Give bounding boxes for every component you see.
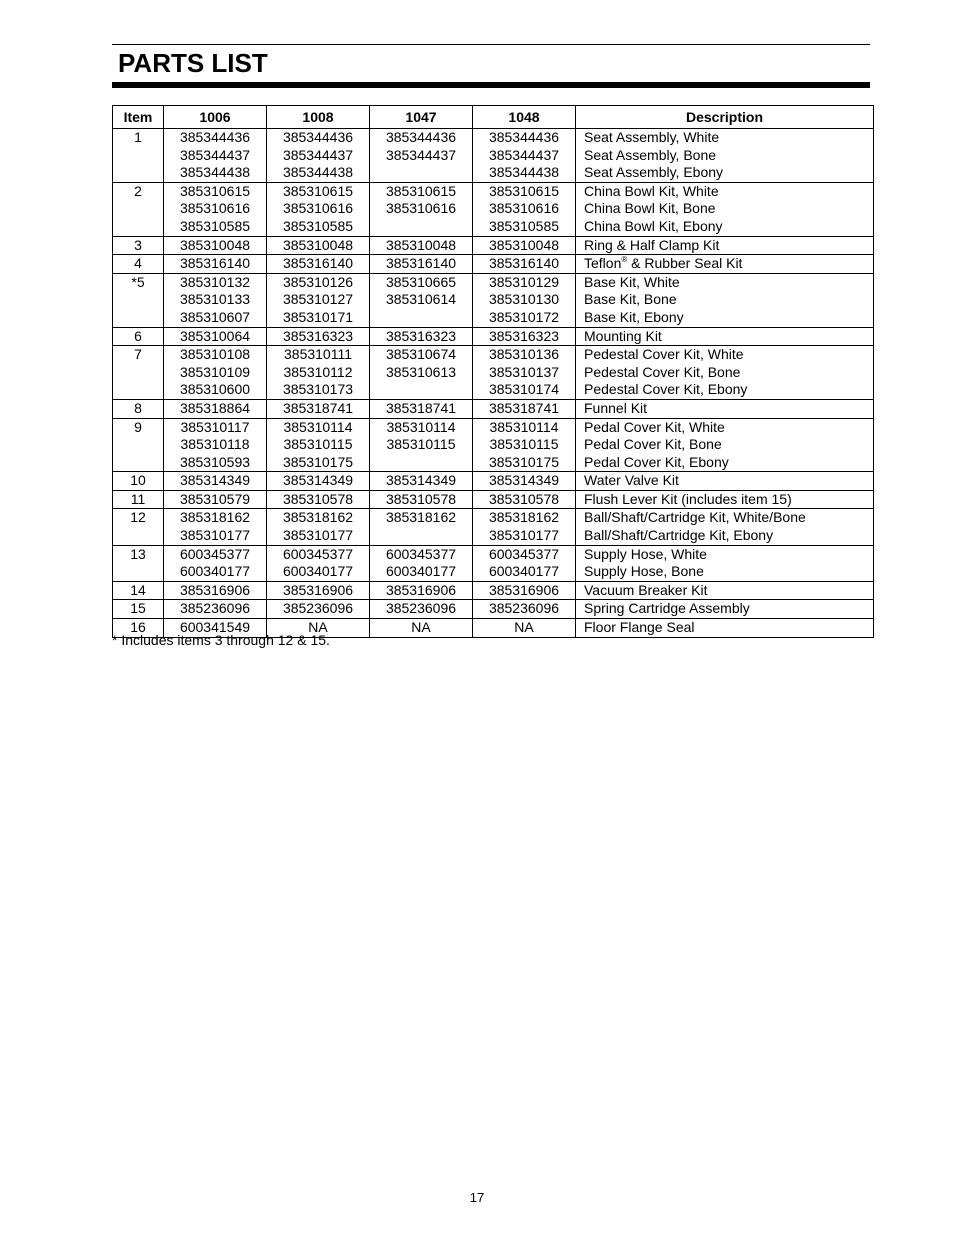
item-number: 4 bbox=[134, 255, 142, 272]
description-text: Base Kit, Ebony bbox=[584, 308, 684, 325]
part-number: 600340177 bbox=[282, 563, 354, 580]
description-text: Flush Lever Kit (includes item 15) bbox=[584, 490, 792, 507]
part-number-cell-1008 bbox=[267, 182, 370, 236]
part-number: 385310177 bbox=[488, 527, 560, 544]
description-text: Supply Hose, White bbox=[584, 545, 707, 562]
part-number bbox=[370, 164, 472, 182]
item-number-cell bbox=[113, 399, 164, 418]
part-number: 385310600 bbox=[179, 381, 251, 398]
table-row bbox=[113, 399, 874, 418]
description-text: Pedestal Cover Kit, Ebony bbox=[584, 381, 748, 398]
description-text: Floor Flange Seal bbox=[584, 619, 695, 636]
item-number: 12 bbox=[130, 509, 146, 526]
description-text: Water Valve Kit bbox=[584, 472, 679, 489]
part-number: 385318864 bbox=[179, 399, 251, 416]
part-number: 385316323 bbox=[385, 327, 457, 344]
part-number-cell-1008 bbox=[267, 418, 370, 472]
part-number-cell-1048 bbox=[473, 418, 576, 472]
part-number: 385310137 bbox=[488, 363, 560, 380]
description-cell bbox=[576, 619, 874, 638]
part-number-cell-1048 bbox=[473, 509, 576, 545]
part-number: 385318741 bbox=[282, 399, 354, 416]
part-number: 385310173 bbox=[282, 381, 354, 398]
description-cell bbox=[576, 273, 874, 327]
table-row bbox=[113, 327, 874, 346]
item-number: 10 bbox=[130, 472, 146, 489]
part-number-cell-1047 bbox=[370, 581, 473, 600]
description-text: Ball/Shaft/Cartridge Kit, White/Bone bbox=[584, 509, 806, 526]
part-number-cell-1008 bbox=[267, 472, 370, 491]
part-number: 385310109 bbox=[179, 363, 251, 380]
footnote: * Includes items 3 through 12 & 15. bbox=[112, 632, 330, 648]
part-number: 385310114 bbox=[283, 418, 353, 435]
part-number: 385344438 bbox=[179, 164, 251, 181]
part-number-cell-1006 bbox=[164, 472, 267, 491]
part-number: 385310174 bbox=[488, 381, 560, 398]
part-number-cell-1008 bbox=[267, 255, 370, 274]
item-number-cell bbox=[113, 545, 164, 581]
part-number: 385310615 bbox=[488, 182, 560, 199]
part-number: 385344436 bbox=[488, 129, 560, 145]
part-number-cell-1048 bbox=[473, 129, 576, 183]
part-number-cell-1006 bbox=[164, 581, 267, 600]
part-number: 385310578 bbox=[282, 490, 354, 507]
part-number: 385310593 bbox=[179, 453, 251, 470]
part-number-cell-1047 bbox=[370, 255, 473, 274]
part-number: 385310177 bbox=[282, 527, 354, 544]
part-number bbox=[370, 527, 472, 545]
part-number-cell-1008 bbox=[267, 129, 370, 183]
part-number: 385310607 bbox=[179, 308, 251, 325]
part-number: 385310136 bbox=[488, 346, 560, 363]
part-number: 385316140 bbox=[282, 255, 354, 272]
description-text: China Bowl Kit, Bone bbox=[584, 200, 716, 217]
part-number: 385316906 bbox=[179, 581, 251, 598]
part-number: 385310614 bbox=[385, 291, 457, 308]
part-number-cell-1006 bbox=[164, 545, 267, 581]
part-number: 385310585 bbox=[282, 217, 354, 234]
item-number: 11 bbox=[130, 490, 146, 507]
top-rule bbox=[112, 44, 870, 45]
item-number: 13 bbox=[130, 545, 146, 562]
part-number-cell-1006 bbox=[164, 600, 267, 619]
item-number-cell bbox=[113, 490, 164, 509]
part-number: 385316140 bbox=[179, 255, 251, 272]
part-number: 385318162 bbox=[179, 509, 251, 526]
part-number-cell-1008 bbox=[267, 581, 370, 600]
column-header-1047: 1047 bbox=[370, 106, 473, 129]
part-number-cell-1048 bbox=[473, 600, 576, 619]
item-number-cell bbox=[113, 129, 164, 183]
item-number: 15 bbox=[130, 600, 146, 617]
item-number: 16 bbox=[130, 619, 146, 636]
description-cell bbox=[576, 581, 874, 600]
part-number: NA bbox=[514, 619, 534, 636]
part-number: 385318162 bbox=[488, 509, 560, 526]
part-number: 385316323 bbox=[282, 327, 354, 344]
table-row bbox=[113, 545, 874, 581]
description-text: Spring Cartridge Assembly bbox=[584, 600, 750, 617]
part-number: 385310133 bbox=[179, 291, 251, 308]
table-row bbox=[113, 472, 874, 491]
part-number: 385310585 bbox=[488, 217, 560, 234]
part-number: 385310615 bbox=[385, 182, 457, 199]
part-number bbox=[370, 381, 472, 399]
part-number-cell-1006 bbox=[164, 182, 267, 236]
description-cell bbox=[576, 236, 874, 255]
description-text: Ring & Half Clamp Kit bbox=[584, 236, 720, 253]
part-number-cell-1008 bbox=[267, 327, 370, 346]
table-row bbox=[113, 346, 874, 400]
item-number-cell bbox=[113, 581, 164, 600]
part-number: 385310112 bbox=[283, 363, 353, 380]
part-number bbox=[370, 309, 472, 327]
part-number-cell-1047 bbox=[370, 619, 473, 638]
description-text: Pedestal Cover Kit, Bone bbox=[584, 363, 741, 380]
description-text: Pedal Cover Kit, Bone bbox=[584, 436, 722, 453]
part-number-cell-1008 bbox=[267, 236, 370, 255]
part-number: 385310616 bbox=[385, 200, 457, 217]
part-number: 385314349 bbox=[179, 472, 251, 489]
description-cell bbox=[576, 472, 874, 491]
table-row bbox=[113, 182, 874, 236]
part-number-cell-1047 bbox=[370, 600, 473, 619]
part-number-cell-1047 bbox=[370, 236, 473, 255]
description-text: China Bowl Kit, Ebony bbox=[584, 217, 723, 234]
part-number: 600341549 bbox=[179, 619, 251, 636]
part-number: 385310613 bbox=[385, 363, 457, 380]
part-number: 600340177 bbox=[179, 563, 251, 580]
part-number: 385310111 bbox=[284, 346, 352, 363]
description-text: Seat Assembly, Bone bbox=[584, 146, 717, 163]
description-cell bbox=[576, 509, 874, 545]
part-number-cell-1047 bbox=[370, 346, 473, 400]
page-title: PARTS LIST bbox=[118, 48, 268, 78]
description-text: Supply Hose, Bone bbox=[584, 563, 704, 580]
part-number-cell-1048 bbox=[473, 182, 576, 236]
title-underline bbox=[112, 82, 870, 88]
part-number: 385316140 bbox=[488, 255, 560, 272]
part-number-cell-1048 bbox=[473, 255, 576, 274]
part-number: 385344437 bbox=[488, 146, 560, 163]
part-number-cell-1048 bbox=[473, 399, 576, 418]
part-number: 385310118 bbox=[180, 436, 250, 453]
part-number-cell-1006 bbox=[164, 129, 267, 183]
part-number: 385310615 bbox=[179, 182, 251, 199]
part-number: 385310127 bbox=[282, 291, 354, 308]
part-number: 385310585 bbox=[179, 217, 251, 234]
part-number: 600340177 bbox=[385, 563, 457, 580]
part-number: 385310048 bbox=[488, 236, 560, 253]
part-number bbox=[370, 218, 472, 236]
item-number-cell bbox=[113, 182, 164, 236]
part-number: 385344437 bbox=[179, 146, 251, 163]
part-number: NA bbox=[411, 619, 431, 636]
part-number-cell-1006 bbox=[164, 236, 267, 255]
part-number: 385310674 bbox=[385, 346, 457, 363]
table-header-row bbox=[113, 106, 874, 129]
table-row bbox=[113, 236, 874, 255]
part-number-cell-1048 bbox=[473, 619, 576, 638]
part-number: 385344436 bbox=[282, 129, 354, 145]
part-number-cell-1006 bbox=[164, 399, 267, 418]
part-number: 385310579 bbox=[179, 490, 251, 507]
part-number: 385310064 bbox=[179, 327, 251, 344]
table-row bbox=[113, 581, 874, 600]
part-number-cell-1047 bbox=[370, 418, 473, 472]
part-number: 600345377 bbox=[488, 545, 560, 562]
part-number: 600345377 bbox=[179, 545, 251, 562]
description-text: Seat Assembly, White bbox=[584, 129, 720, 145]
part-number: 385310616 bbox=[179, 200, 251, 217]
item-number: 2 bbox=[134, 182, 142, 199]
part-number-cell-1008 bbox=[267, 273, 370, 327]
item-number-cell bbox=[113, 509, 164, 545]
part-number: 385318162 bbox=[282, 509, 354, 526]
part-number-cell-1006 bbox=[164, 509, 267, 545]
part-number: 385316906 bbox=[385, 581, 457, 598]
item-number: *5 bbox=[131, 273, 145, 290]
description-cell bbox=[576, 129, 874, 183]
part-number-cell-1047 bbox=[370, 472, 473, 491]
item-number: 6 bbox=[134, 327, 142, 344]
column-header-1048: 1048 bbox=[473, 106, 576, 129]
part-number: 385310578 bbox=[488, 490, 560, 507]
part-number-cell-1006 bbox=[164, 273, 267, 327]
part-number-cell-1048 bbox=[473, 472, 576, 491]
part-number-cell-1047 bbox=[370, 129, 473, 183]
part-number: 385310117 bbox=[180, 418, 250, 435]
part-number: 385310172 bbox=[488, 308, 560, 325]
part-number-cell-1008 bbox=[267, 346, 370, 400]
part-number-cell-1006 bbox=[164, 327, 267, 346]
description-text: Pedal Cover Kit, Ebony bbox=[584, 453, 729, 470]
description-cell bbox=[576, 327, 874, 346]
part-number: 385310132 bbox=[179, 273, 251, 290]
description-text: Funnel Kit bbox=[584, 399, 648, 416]
column-header-1006: 1006 bbox=[164, 106, 267, 129]
part-number: 385310616 bbox=[488, 200, 560, 217]
part-number: 385310126 bbox=[282, 273, 354, 290]
item-number-cell bbox=[113, 418, 164, 472]
part-number bbox=[370, 454, 472, 472]
part-number: 385310130 bbox=[488, 291, 560, 308]
part-number-cell-1047 bbox=[370, 327, 473, 346]
description-cell bbox=[576, 182, 874, 236]
part-number-cell-1008 bbox=[267, 509, 370, 545]
part-number: 385310129 bbox=[488, 273, 560, 290]
part-number-cell-1048 bbox=[473, 273, 576, 327]
table-row bbox=[113, 600, 874, 619]
item-number-cell bbox=[113, 273, 164, 327]
description-cell bbox=[576, 255, 874, 274]
description-text: Pedal Cover Kit, White bbox=[584, 418, 725, 435]
description-text: Pedestal Cover Kit, White bbox=[584, 346, 744, 363]
part-number-cell-1006 bbox=[164, 346, 267, 400]
part-number: 385344436 bbox=[385, 129, 457, 145]
part-number: 600345377 bbox=[385, 545, 457, 562]
table-row bbox=[113, 509, 874, 545]
table-row bbox=[113, 255, 874, 274]
description-cell bbox=[576, 346, 874, 400]
description-text: Base Kit, White bbox=[584, 273, 680, 290]
part-number: 385316906 bbox=[488, 581, 560, 598]
part-number-cell-1047 bbox=[370, 509, 473, 545]
part-number: 385310048 bbox=[385, 236, 457, 253]
description-text: Ball/Shaft/Cartridge Kit, Ebony bbox=[584, 527, 774, 544]
part-number-cell-1006 bbox=[164, 418, 267, 472]
item-number: 14 bbox=[130, 581, 146, 598]
part-number: 385236096 bbox=[282, 600, 354, 617]
part-number: 385344437 bbox=[282, 146, 354, 163]
part-number: 385310665 bbox=[385, 273, 457, 290]
item-number-cell bbox=[113, 327, 164, 346]
part-number: 385310114 bbox=[386, 418, 456, 435]
part-number: 385310171 bbox=[282, 308, 354, 325]
description-text: Mounting Kit bbox=[584, 327, 662, 344]
part-number-cell-1048 bbox=[473, 545, 576, 581]
part-number-cell-1047 bbox=[370, 490, 473, 509]
parts-table bbox=[112, 105, 874, 638]
part-number: 385314349 bbox=[282, 472, 354, 489]
part-number-cell-1047 bbox=[370, 545, 473, 581]
description-text: Base Kit, Bone bbox=[584, 291, 677, 308]
part-number-cell-1048 bbox=[473, 346, 576, 400]
description-cell bbox=[576, 418, 874, 472]
table-row bbox=[113, 129, 874, 183]
item-number: 1 bbox=[134, 129, 142, 145]
part-number: 385316140 bbox=[385, 255, 457, 272]
item-number: 8 bbox=[134, 399, 142, 416]
part-number: 385318162 bbox=[385, 509, 457, 526]
part-number: 385310175 bbox=[282, 453, 354, 470]
parts-table-body bbox=[113, 129, 874, 638]
part-number-cell-1006 bbox=[164, 490, 267, 509]
part-number: 385344438 bbox=[488, 164, 560, 181]
part-number: 600345377 bbox=[282, 545, 354, 562]
item-number: 3 bbox=[134, 236, 142, 253]
part-number: 385318741 bbox=[488, 399, 560, 416]
description-cell bbox=[576, 399, 874, 418]
table-row bbox=[113, 490, 874, 509]
part-number: NA bbox=[308, 619, 328, 636]
table-row bbox=[113, 273, 874, 327]
part-number: 385310114 bbox=[489, 418, 559, 435]
part-number: 385310115 bbox=[283, 436, 353, 453]
column-header-1008: 1008 bbox=[267, 106, 370, 129]
part-number-cell-1047 bbox=[370, 182, 473, 236]
part-number: 385236096 bbox=[179, 600, 251, 617]
part-number-cell-1008 bbox=[267, 600, 370, 619]
item-number-cell bbox=[113, 255, 164, 274]
part-number: 385316323 bbox=[488, 327, 560, 344]
part-number: 385314349 bbox=[488, 472, 560, 489]
part-number-cell-1048 bbox=[473, 581, 576, 600]
description-cell bbox=[576, 490, 874, 509]
part-number-cell-1008 bbox=[267, 490, 370, 509]
item-number-cell bbox=[113, 472, 164, 491]
part-number: 385344438 bbox=[282, 164, 354, 181]
part-number: 385344437 bbox=[385, 146, 457, 163]
item-number-cell bbox=[113, 346, 164, 400]
table-row bbox=[113, 418, 874, 472]
part-number-cell-1008 bbox=[267, 545, 370, 581]
part-number: 385310048 bbox=[179, 236, 251, 253]
item-number-cell bbox=[113, 600, 164, 619]
part-number: 385310177 bbox=[179, 527, 251, 544]
part-number: 385314349 bbox=[385, 472, 457, 489]
description-text: Teflon® & Rubber Seal Kit bbox=[584, 255, 743, 272]
part-number-cell-1048 bbox=[473, 490, 576, 509]
part-number: 600340177 bbox=[488, 563, 560, 580]
column-header-item: Item bbox=[113, 106, 164, 129]
part-number-cell-1047 bbox=[370, 399, 473, 418]
part-number: 385310048 bbox=[282, 236, 354, 253]
part-number: 385310108 bbox=[179, 346, 251, 363]
description-text: China Bowl Kit, White bbox=[584, 182, 719, 199]
description-cell bbox=[576, 545, 874, 581]
part-number: 385236096 bbox=[488, 600, 560, 617]
part-number-cell-1048 bbox=[473, 327, 576, 346]
part-number: 385310115 bbox=[386, 436, 456, 453]
item-number-cell bbox=[113, 236, 164, 255]
part-number: 385318741 bbox=[385, 399, 457, 416]
part-number: 385236096 bbox=[385, 600, 457, 617]
part-number: 385310616 bbox=[282, 200, 354, 217]
part-number-cell-1048 bbox=[473, 236, 576, 255]
part-number: 385310115 bbox=[489, 436, 559, 453]
part-number: 385310578 bbox=[385, 490, 457, 507]
page-number: 17 bbox=[469, 1190, 485, 1205]
part-number: 385310175 bbox=[488, 453, 560, 470]
part-number: 385344436 bbox=[179, 129, 251, 145]
part-number-cell-1006 bbox=[164, 255, 267, 274]
description-cell bbox=[576, 600, 874, 619]
item-number: 7 bbox=[134, 346, 142, 363]
part-number-cell-1008 bbox=[267, 399, 370, 418]
description-text: Vacuum Breaker Kit bbox=[584, 581, 708, 598]
description-text: Seat Assembly, Ebony bbox=[584, 164, 724, 181]
part-number-cell-1047 bbox=[370, 273, 473, 327]
item-number: 9 bbox=[134, 418, 142, 435]
part-number: 385316906 bbox=[282, 581, 354, 598]
part-number: 385310615 bbox=[282, 182, 354, 199]
column-header-description: Description bbox=[576, 106, 874, 129]
